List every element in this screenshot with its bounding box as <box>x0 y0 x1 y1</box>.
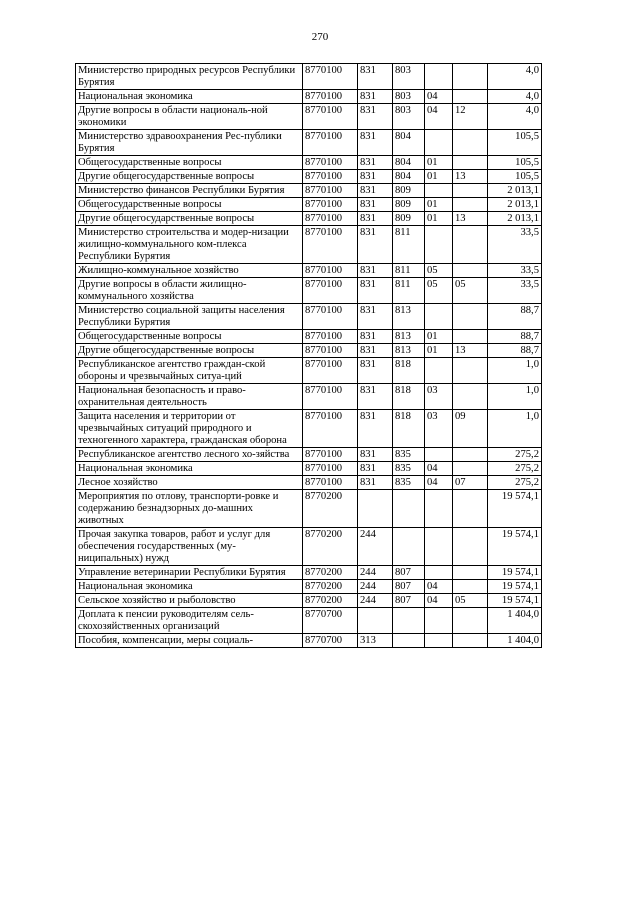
section-cell: 04 <box>425 594 453 608</box>
row-name-cell: Сельское хозяйство и рыболовство <box>76 594 303 608</box>
amount-cell: 19 574,1 <box>488 580 542 594</box>
row-name-cell: Национальная экономика <box>76 580 303 594</box>
section-cell <box>425 448 453 462</box>
expense-type-cell: 831 <box>358 184 393 198</box>
amount-cell: 105,5 <box>488 130 542 156</box>
table-row <box>76 462 542 476</box>
subsection-cell <box>453 130 488 156</box>
row-name-cell: Доплата к пенсии руководителям сель-скохозяйственных организаций <box>76 608 303 634</box>
amount-cell: 1 404,0 <box>488 634 542 648</box>
amount-cell: 4,0 <box>488 104 542 130</box>
section-cell <box>425 184 453 198</box>
target-article-cell: 8770100 <box>303 344 358 358</box>
subsection-cell <box>453 528 488 566</box>
section-cell: 04 <box>425 476 453 490</box>
subsection-cell <box>453 566 488 580</box>
section-cell <box>425 608 453 634</box>
target-article-cell: 8770100 <box>303 130 358 156</box>
target-article-cell: 8770100 <box>303 156 358 170</box>
section-cell <box>425 64 453 90</box>
expense-type-cell <box>358 608 393 634</box>
ministry-code-cell: 811 <box>393 264 425 278</box>
row-name-cell: Другие общегосударственные вопросы <box>76 170 303 184</box>
table-row <box>76 410 542 448</box>
target-article-cell: 8770700 <box>303 634 358 648</box>
expense-type-cell: 831 <box>358 462 393 476</box>
table-row <box>76 608 542 634</box>
ministry-code-cell <box>393 634 425 648</box>
amount-cell: 275,2 <box>488 448 542 462</box>
expense-type-cell: 831 <box>358 304 393 330</box>
row-name-cell: Мероприятия по отлову, транспорти-ровке и содержанию безнадзорных до-машних животных <box>76 490 303 528</box>
table-row <box>76 64 542 90</box>
target-article-cell: 8770200 <box>303 490 358 528</box>
table-row <box>76 330 542 344</box>
ministry-code-cell: 811 <box>393 226 425 264</box>
table-row <box>76 212 542 226</box>
subsection-cell <box>453 634 488 648</box>
section-cell: 04 <box>425 90 453 104</box>
amount-cell: 105,5 <box>488 170 542 184</box>
table-row <box>76 226 542 264</box>
target-article-cell: 8770100 <box>303 384 358 410</box>
subsection-cell: 13 <box>453 170 488 184</box>
section-cell: 01 <box>425 212 453 226</box>
subsection-cell: 05 <box>453 594 488 608</box>
ministry-code-cell: 803 <box>393 104 425 130</box>
expense-type-cell: 831 <box>358 476 393 490</box>
target-article-cell: 8770100 <box>303 226 358 264</box>
amount-cell: 1,0 <box>488 410 542 448</box>
ministry-code-cell: 813 <box>393 330 425 344</box>
page-number: 270 <box>311 31 329 43</box>
target-article-cell: 8770100 <box>303 462 358 476</box>
target-article-cell: 8770100 <box>303 212 358 226</box>
target-article-cell: 8770200 <box>303 580 358 594</box>
ministry-code-cell <box>393 608 425 634</box>
subsection-cell <box>453 608 488 634</box>
section-cell: 05 <box>425 264 453 278</box>
subsection-cell: 09 <box>453 410 488 448</box>
subsection-cell <box>453 264 488 278</box>
table-row <box>76 448 542 462</box>
row-name-cell: Другие общегосударственные вопросы <box>76 212 303 226</box>
section-cell: 01 <box>425 198 453 212</box>
ministry-code-cell: 835 <box>393 462 425 476</box>
table-row <box>76 384 542 410</box>
section-cell: 04 <box>425 104 453 130</box>
ministry-code-cell: 835 <box>393 448 425 462</box>
amount-cell: 19 574,1 <box>488 528 542 566</box>
section-cell: 01 <box>425 156 453 170</box>
expense-type-cell: 831 <box>358 384 393 410</box>
amount-cell: 33,5 <box>488 264 542 278</box>
amount-cell: 19 574,1 <box>488 566 542 580</box>
row-name-cell: Защита населения и территории от чрезвычайных ситуаций природного и техногенного характера, гражданская оборона <box>76 410 303 448</box>
expense-type-cell: 831 <box>358 344 393 358</box>
amount-cell: 1,0 <box>488 358 542 384</box>
row-name-cell: Министерство финансов Республики Бурятия <box>76 184 303 198</box>
section-cell: 03 <box>425 410 453 448</box>
expense-type-cell: 831 <box>358 130 393 156</box>
subsection-cell <box>453 330 488 344</box>
expense-type-cell: 831 <box>358 278 393 304</box>
target-article-cell: 8770100 <box>303 184 358 198</box>
ministry-code-cell: 818 <box>393 410 425 448</box>
subsection-cell <box>453 184 488 198</box>
target-article-cell: 8770200 <box>303 566 358 580</box>
section-cell <box>425 304 453 330</box>
amount-cell: 33,5 <box>488 278 542 304</box>
table-row <box>76 184 542 198</box>
expense-type-cell: 831 <box>358 212 393 226</box>
row-name-cell: Управление ветеринарии Республики Бурятия <box>76 566 303 580</box>
target-article-cell: 8770100 <box>303 90 358 104</box>
expense-type-cell: 831 <box>358 358 393 384</box>
row-name-cell: Общегосударственные вопросы <box>76 156 303 170</box>
table-row <box>76 528 542 566</box>
ministry-code-cell: 804 <box>393 170 425 184</box>
table-row <box>76 566 542 580</box>
subsection-cell <box>453 462 488 476</box>
row-name-cell: Министерство строительства и модер-низации жилищно-коммунального ком-плекса Республики Бурятия <box>76 226 303 264</box>
table-row <box>76 278 542 304</box>
section-cell <box>425 130 453 156</box>
table-row <box>76 304 542 330</box>
row-name-cell: Министерство здравоохранения Рес-публики Бурятия <box>76 130 303 156</box>
expense-type-cell: 244 <box>358 594 393 608</box>
row-name-cell: Национальная безопасность и право-охранительная деятельность <box>76 384 303 410</box>
table-row <box>76 490 542 528</box>
subsection-cell <box>453 358 488 384</box>
table-row <box>76 344 542 358</box>
row-name-cell: Республиканское агентство лесного хо-зяйства <box>76 448 303 462</box>
subsection-cell: 13 <box>453 212 488 226</box>
subsection-cell <box>453 490 488 528</box>
section-cell: 01 <box>425 344 453 358</box>
subsection-cell: 05 <box>453 278 488 304</box>
target-article-cell: 8770100 <box>303 104 358 130</box>
table-row <box>76 634 542 648</box>
amount-cell: 33,5 <box>488 226 542 264</box>
amount-cell: 1,0 <box>488 384 542 410</box>
expense-type-cell: 313 <box>358 634 393 648</box>
table-row <box>76 358 542 384</box>
target-article-cell: 8770100 <box>303 198 358 212</box>
ministry-code-cell: 818 <box>393 358 425 384</box>
section-cell <box>425 490 453 528</box>
ministry-code-cell: 811 <box>393 278 425 304</box>
target-article-cell: 8770100 <box>303 170 358 184</box>
amount-cell: 4,0 <box>488 64 542 90</box>
expense-type-cell: 244 <box>358 528 393 566</box>
ministry-code-cell: 809 <box>393 198 425 212</box>
target-article-cell: 8770100 <box>303 64 358 90</box>
expense-type-cell: 244 <box>358 566 393 580</box>
row-name-cell: Министерство социальной защиты населения Республики Бурятия <box>76 304 303 330</box>
target-article-cell: 8770200 <box>303 594 358 608</box>
target-article-cell: 8770100 <box>303 330 358 344</box>
ministry-code-cell: 807 <box>393 580 425 594</box>
budget-table <box>75 63 542 648</box>
target-article-cell: 8770100 <box>303 410 358 448</box>
ministry-code-cell: 807 <box>393 566 425 580</box>
row-name-cell: Лесное хозяйство <box>76 476 303 490</box>
table-row <box>76 580 542 594</box>
amount-cell: 88,7 <box>488 330 542 344</box>
amount-cell: 275,2 <box>488 476 542 490</box>
section-cell: 05 <box>425 278 453 304</box>
table-row <box>76 170 542 184</box>
row-name-cell: Общегосударственные вопросы <box>76 330 303 344</box>
section-cell <box>425 226 453 264</box>
expense-type-cell: 831 <box>358 170 393 184</box>
row-name-cell: Другие вопросы в области жилищно-коммунального хозяйства <box>76 278 303 304</box>
target-article-cell: 8770100 <box>303 476 358 490</box>
expense-type-cell: 831 <box>358 330 393 344</box>
subsection-cell: 13 <box>453 344 488 358</box>
row-name-cell: Национальная экономика <box>76 90 303 104</box>
target-article-cell: 8770100 <box>303 448 358 462</box>
ministry-code-cell: 813 <box>393 344 425 358</box>
section-cell <box>425 566 453 580</box>
ministry-code-cell <box>393 490 425 528</box>
expense-type-cell: 831 <box>358 198 393 212</box>
amount-cell: 1 404,0 <box>488 608 542 634</box>
ministry-code-cell: 804 <box>393 130 425 156</box>
expense-type-cell: 831 <box>358 410 393 448</box>
amount-cell: 2 013,1 <box>488 212 542 226</box>
section-cell <box>425 358 453 384</box>
amount-cell: 19 574,1 <box>488 490 542 528</box>
target-article-cell: 8770100 <box>303 264 358 278</box>
section-cell: 03 <box>425 384 453 410</box>
expense-type-cell: 831 <box>358 156 393 170</box>
table-row <box>76 104 542 130</box>
ministry-code-cell: 809 <box>393 184 425 198</box>
target-article-cell: 8770200 <box>303 528 358 566</box>
ministry-code-cell: 809 <box>393 212 425 226</box>
amount-cell: 105,5 <box>488 156 542 170</box>
row-name-cell: Министерство природных ресурсов Республики Бурятия <box>76 64 303 90</box>
table-row <box>76 264 542 278</box>
row-name-cell: Другие вопросы в области националь-ной экономики <box>76 104 303 130</box>
subsection-cell <box>453 384 488 410</box>
section-cell <box>425 528 453 566</box>
expense-type-cell: 831 <box>358 264 393 278</box>
subsection-cell: 12 <box>453 104 488 130</box>
expense-type-cell: 831 <box>358 104 393 130</box>
amount-cell: 2 013,1 <box>488 184 542 198</box>
amount-cell: 4,0 <box>488 90 542 104</box>
expense-type-cell: 831 <box>358 448 393 462</box>
table-row <box>76 198 542 212</box>
amount-cell: 2 013,1 <box>488 198 542 212</box>
amount-cell: 88,7 <box>488 344 542 358</box>
table-row <box>76 594 542 608</box>
table-row <box>76 130 542 156</box>
expense-type-cell <box>358 490 393 528</box>
table-row <box>76 476 542 490</box>
subsection-cell <box>453 90 488 104</box>
target-article-cell: 8770100 <box>303 358 358 384</box>
ministry-code-cell: 818 <box>393 384 425 410</box>
subsection-cell <box>453 580 488 594</box>
subsection-cell <box>453 304 488 330</box>
subsection-cell <box>453 198 488 212</box>
expense-type-cell: 831 <box>358 90 393 104</box>
table-row <box>76 90 542 104</box>
subsection-cell <box>453 64 488 90</box>
expense-type-cell: 244 <box>358 580 393 594</box>
row-name-cell: Жилищно-коммунальное хозяйство <box>76 264 303 278</box>
table-row <box>76 156 542 170</box>
target-article-cell: 8770100 <box>303 278 358 304</box>
row-name-cell: Прочая закупка товаров, работ и услуг для обеспечения государственных (му-ниципальных) нужд <box>76 528 303 566</box>
section-cell: 04 <box>425 580 453 594</box>
ministry-code-cell: 807 <box>393 594 425 608</box>
ministry-code-cell: 804 <box>393 156 425 170</box>
subsection-cell <box>453 226 488 264</box>
expense-type-cell: 831 <box>358 226 393 264</box>
row-name-cell: Республиканское агентство граждан-ской обороны и чрезвычайных ситуа-ций <box>76 358 303 384</box>
section-cell <box>425 634 453 648</box>
budget-table-body <box>76 64 542 648</box>
subsection-cell <box>453 448 488 462</box>
amount-cell: 19 574,1 <box>488 594 542 608</box>
ministry-code-cell: 803 <box>393 64 425 90</box>
row-name-cell: Другие общегосударственные вопросы <box>76 344 303 358</box>
amount-cell: 88,7 <box>488 304 542 330</box>
section-cell: 01 <box>425 170 453 184</box>
section-cell: 04 <box>425 462 453 476</box>
amount-cell: 275,2 <box>488 462 542 476</box>
expense-type-cell: 831 <box>358 64 393 90</box>
ministry-code-cell: 803 <box>393 90 425 104</box>
subsection-cell <box>453 156 488 170</box>
row-name-cell: Общегосударственные вопросы <box>76 198 303 212</box>
row-name-cell: Пособия, компенсации, меры социаль- <box>76 634 303 648</box>
ministry-code-cell: 835 <box>393 476 425 490</box>
row-name-cell: Национальная экономика <box>76 462 303 476</box>
target-article-cell: 8770700 <box>303 608 358 634</box>
ministry-code-cell: 813 <box>393 304 425 330</box>
target-article-cell: 8770100 <box>303 304 358 330</box>
ministry-code-cell <box>393 528 425 566</box>
section-cell: 01 <box>425 330 453 344</box>
subsection-cell: 07 <box>453 476 488 490</box>
